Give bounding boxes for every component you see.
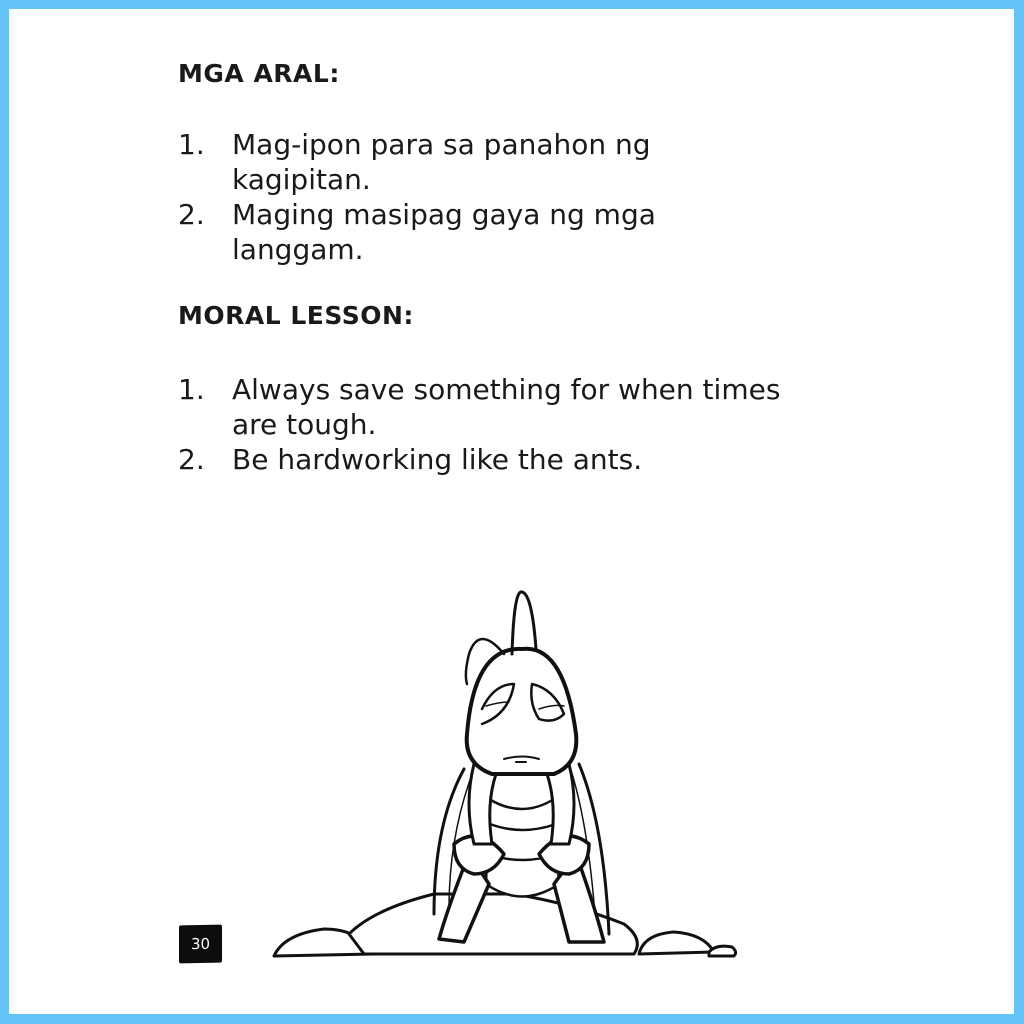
heading-mga-aral: MGA ARAL: — [178, 59, 340, 88]
book-page — [9, 9, 1014, 1014]
grasshopper-illustration — [264, 584, 744, 974]
list-mga-aral — [178, 127, 752, 267]
list-item — [178, 197, 752, 267]
page-number-badge: 30 — [179, 925, 222, 964]
item-text: Always save something for when times are tough. — [232, 373, 781, 441]
list-item — [178, 442, 792, 477]
item-text: Be hardworking like the ants. — [232, 443, 643, 476]
item-number: 1. — [178, 128, 205, 161]
list-item — [178, 127, 752, 197]
list-item — [178, 372, 792, 442]
list-moral-lesson — [178, 372, 792, 477]
head — [466, 592, 576, 774]
item-number: 2. — [178, 198, 205, 231]
item-number: 2. — [178, 443, 205, 476]
item-text: Mag-ipon para sa panahon ng kagipitan. — [232, 128, 651, 196]
rocks — [274, 894, 736, 956]
heading-moral-lesson: MORAL LESSON: — [178, 301, 414, 330]
item-text: Maging masipag gaya ng mga langgam. — [232, 198, 656, 266]
item-number: 1. — [178, 373, 205, 406]
